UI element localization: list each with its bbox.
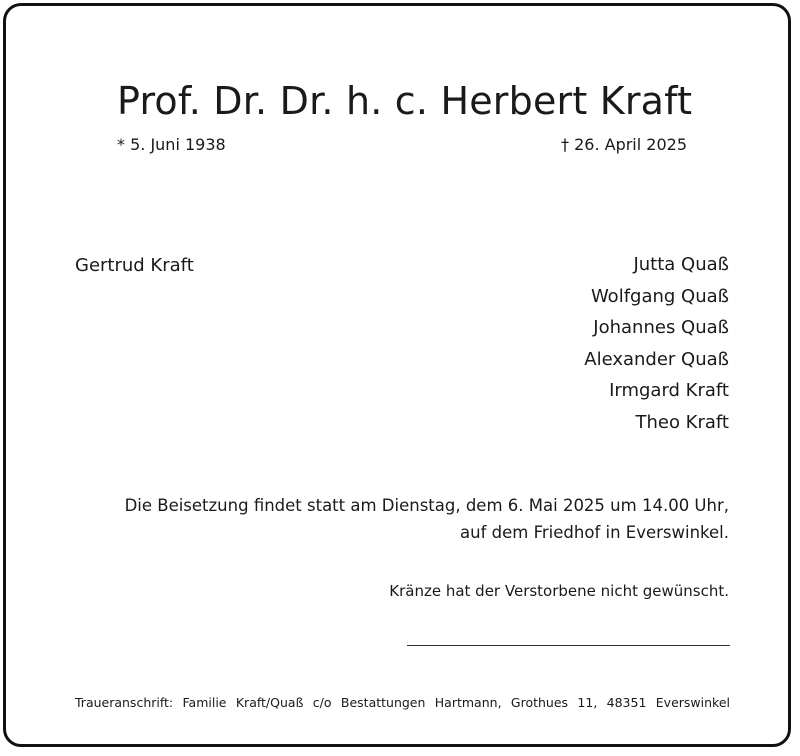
death-date: † 26. April 2025 xyxy=(561,135,687,154)
family-member: Wolfgang Quaß xyxy=(590,285,729,307)
family-member: Irmgard Kraft xyxy=(609,380,729,401)
family-member: Alexander Quaß xyxy=(584,348,729,370)
mourning-address: Traueranschrift: Familie Kraft/Quaß c/o Bestattungen Hartmann, Grothues 11, 48351 Everswinkel xyxy=(75,695,730,710)
widow-name: Gertrud Kraft xyxy=(75,255,194,276)
wreaths-note: Kränze hat der Verstorbene nicht gewünscht. xyxy=(389,582,729,600)
birth-date: * 5. Juni 1938 xyxy=(117,135,226,154)
funeral-line: auf dem Friedhof in Everswinkel. xyxy=(460,523,729,542)
family-member: Theo Kraft xyxy=(635,411,729,433)
deceased-name: Prof. Dr. Dr. h. c. Herbert Kraft xyxy=(117,79,693,123)
funeral-info xyxy=(125,492,729,546)
family-list xyxy=(584,252,729,441)
divider-line xyxy=(407,645,730,646)
funeral-line: Die Beisetzung findet statt am Dienstag, dem 6. Mai 2025 um 14.00 Uhr, xyxy=(124,496,729,515)
life-dates xyxy=(117,135,687,155)
family-member: Jutta Quaß xyxy=(633,254,729,275)
family-member: Johannes Quaß xyxy=(593,317,729,338)
